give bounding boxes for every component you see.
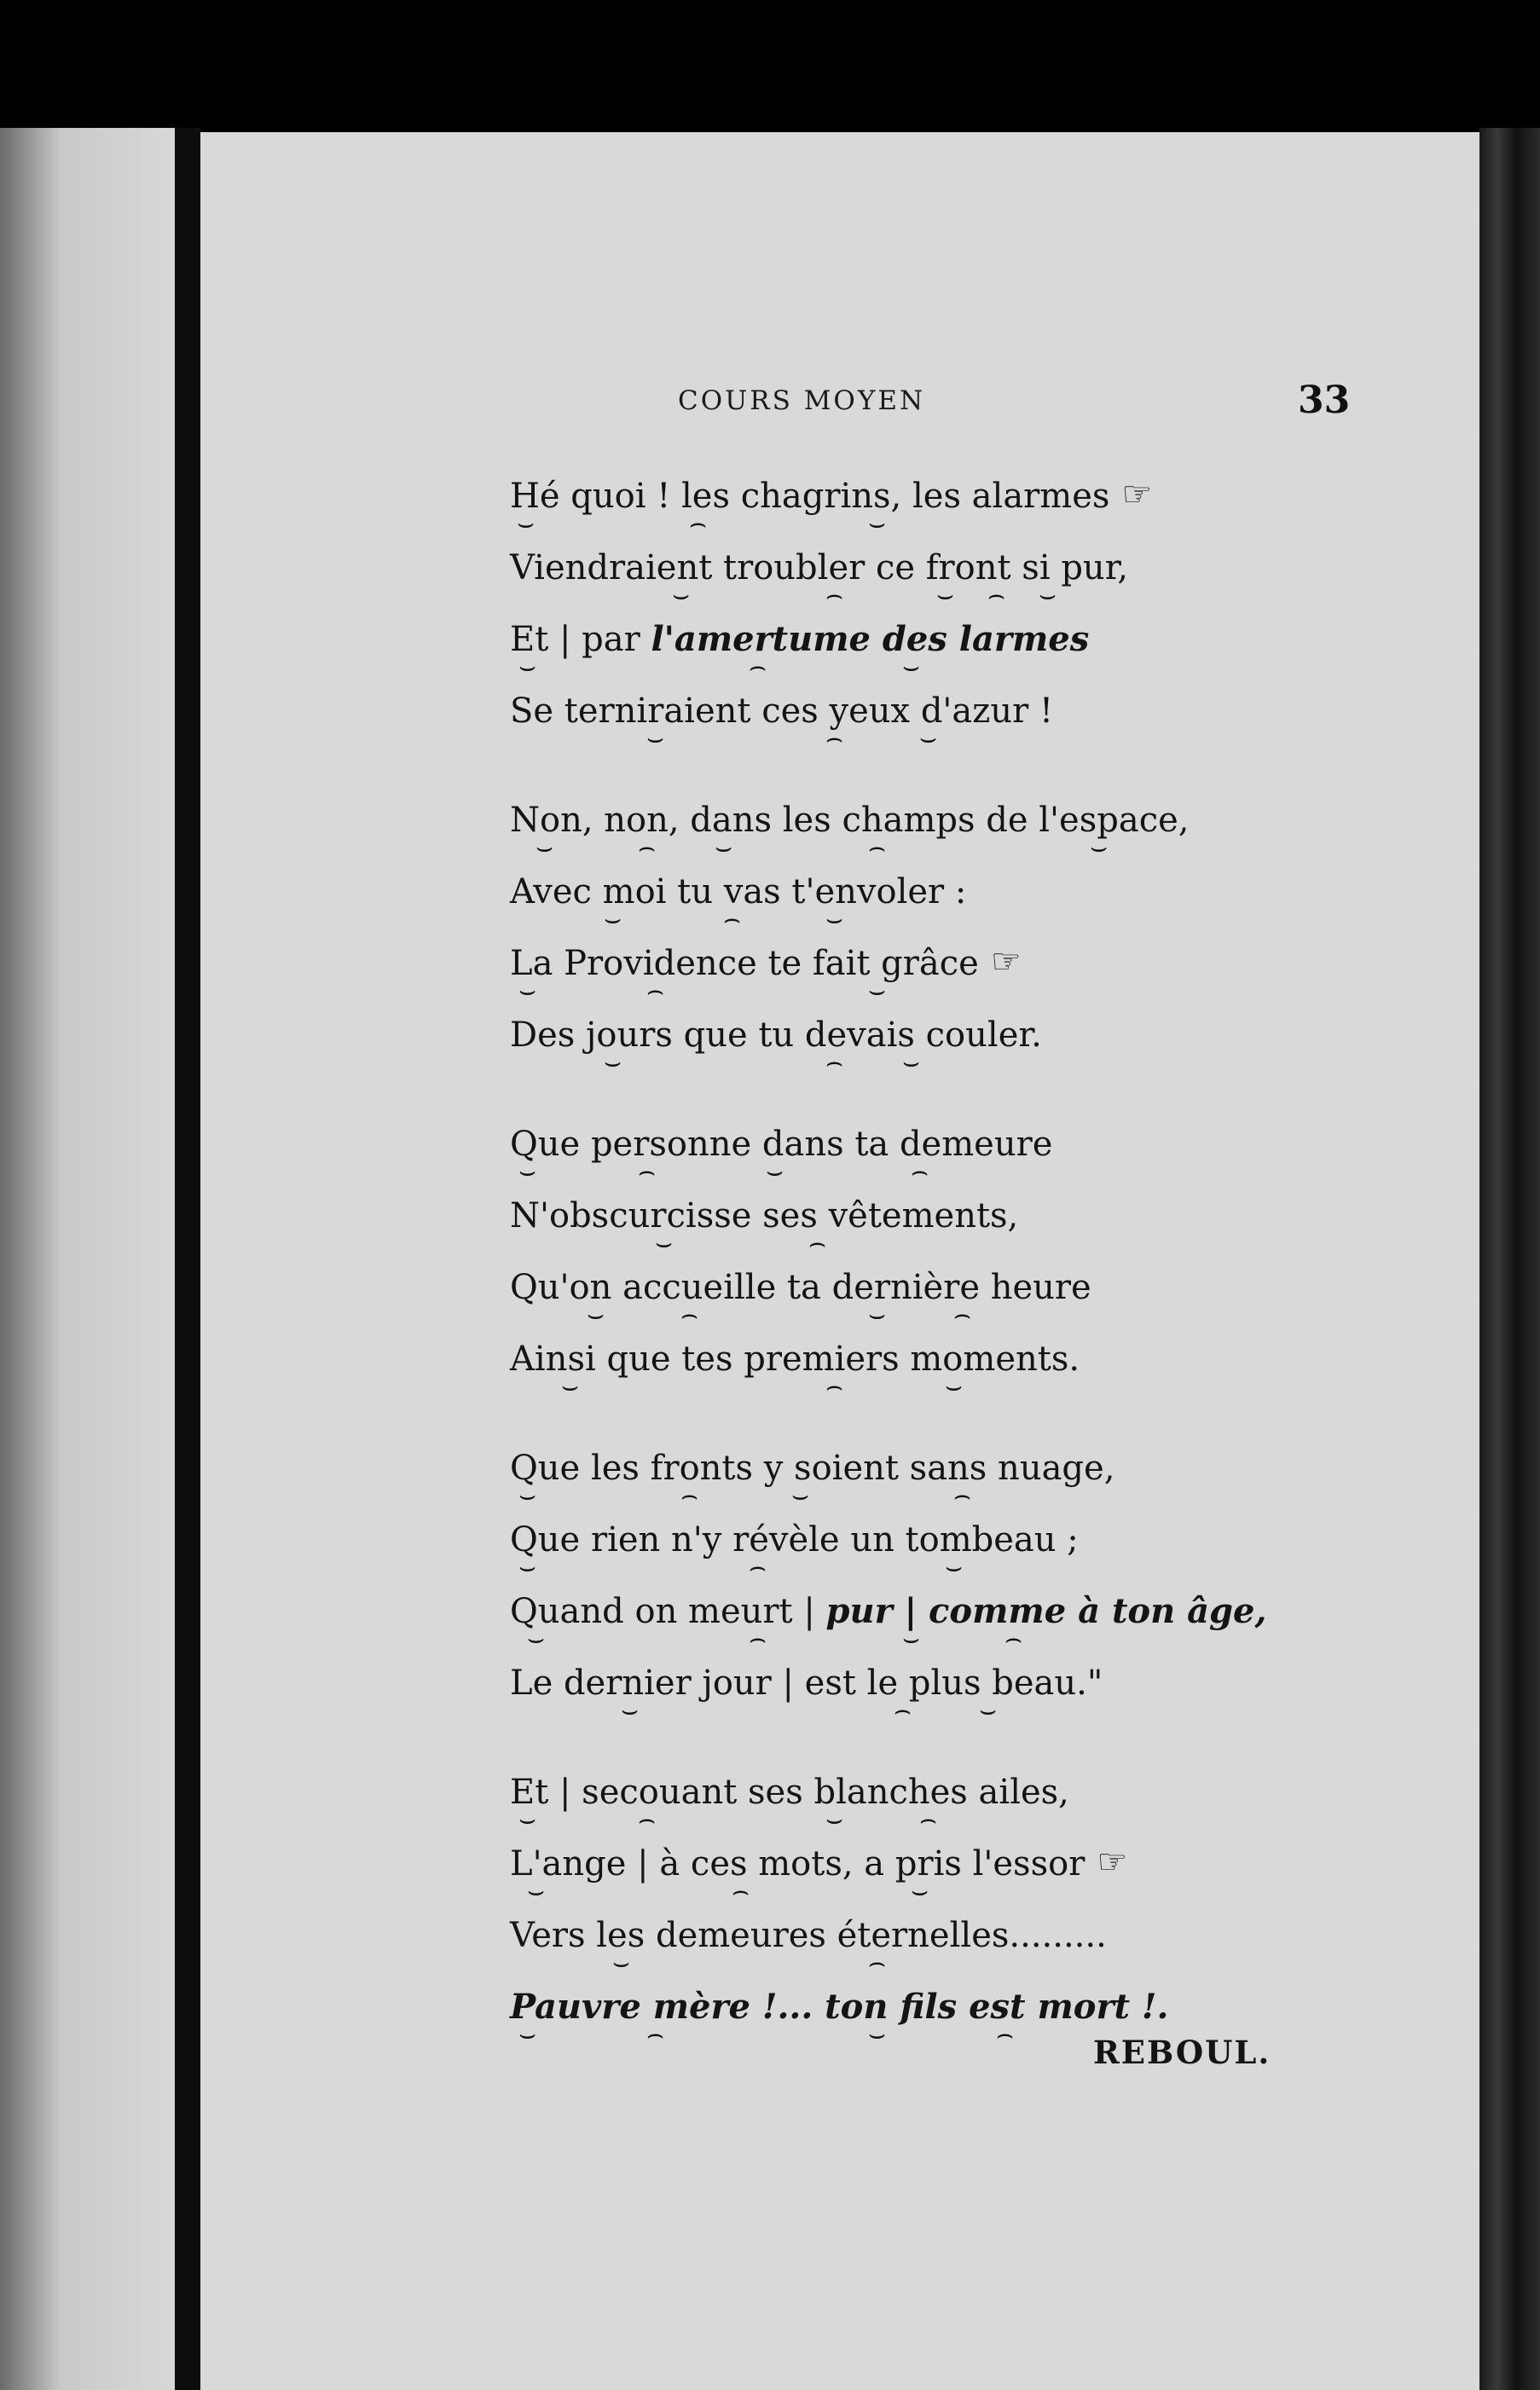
breve-mark-icon: ⌣ (868, 2017, 887, 2050)
poem-line (510, 928, 1380, 1006)
poem-line (510, 1252, 1380, 1330)
breve-mark-icon: ⌣ (672, 578, 691, 611)
breve-mark-icon: ⌢ (1004, 1622, 1023, 1654)
page-number: 33 (1298, 379, 1351, 422)
breve-mark-icon: ⌣ (518, 1154, 537, 1187)
breve-mark-icon: ⌢ (732, 1874, 750, 1907)
breve-mark-icon: ⌢ (638, 830, 657, 863)
breve-mark-icon: ⌣ (518, 650, 537, 682)
poem-line (510, 784, 1380, 863)
breve-mark-icon: ⌢ (689, 506, 708, 539)
breve-mark-icon: ⌢ (996, 2017, 1015, 2050)
breve-mark-icon: ⌢ (825, 721, 844, 754)
breve-mark-icon: ⌣ (1090, 830, 1109, 863)
pointing-hand-icon: ☞ (1121, 475, 1153, 514)
poem-line (510, 1108, 1380, 1187)
poem-line (510, 999, 1380, 1078)
poem (510, 460, 1380, 2050)
breve-mark-icon: ⌣ (868, 506, 887, 539)
line-text: Viendraient troubler ce front si pur, (510, 548, 1129, 587)
breve-mark-icon: ⌢ (749, 1622, 767, 1654)
prosody-marks (510, 1693, 1277, 1726)
breve-mark-icon: ⌢ (680, 1479, 699, 1511)
prosody-marks (510, 721, 1277, 754)
poem-line (510, 1432, 1380, 1511)
breve-mark-icon: ⌢ (987, 578, 1006, 611)
poem-line (510, 604, 1380, 682)
breve-mark-icon: ⌣ (518, 1479, 537, 1511)
poem-line (510, 1576, 1380, 1654)
breve-mark-icon: ⌣ (518, 1803, 537, 1835)
line-text: Et | par (510, 620, 651, 659)
breve-mark-icon: ⌢ (638, 1803, 657, 1835)
line-text: Avec moi tu vas t'envoler : (510, 872, 967, 911)
breve-mark-icon: ⌢ (646, 974, 665, 1006)
breve-mark-icon: ⌣ (825, 1803, 844, 1835)
breve-mark-icon: ⌢ (749, 650, 767, 682)
breve-mark-icon: ⌣ (766, 1154, 784, 1187)
breve-mark-icon: ⌢ (825, 1045, 844, 1078)
page-edge-shadow (1479, 128, 1540, 2390)
poem-line (510, 1504, 1380, 1583)
line-text: Non, non, dans les champs de l'espace, (510, 801, 1190, 840)
poem-line (510, 1323, 1380, 1402)
breve-mark-icon: ⌣ (604, 1045, 622, 1078)
breve-mark-icon: ⌣ (1039, 578, 1057, 611)
book-gutter (175, 128, 200, 2390)
poem-line (510, 1828, 1380, 1907)
line-text: Que les fronts y soient sans nuage, (510, 1449, 1115, 1488)
breve-mark-icon: ⌣ (945, 1550, 964, 1583)
breve-mark-icon: ⌢ (638, 1154, 657, 1187)
pointing-hand-icon: ☞ (990, 942, 1022, 981)
breve-mark-icon: ⌣ (902, 1045, 921, 1078)
breve-mark-icon: ⌣ (868, 974, 887, 1006)
breve-mark-icon: ⌢ (825, 578, 844, 611)
breve-mark-icon: ⌣ (621, 1693, 640, 1726)
breve-mark-icon: ⌢ (749, 1550, 767, 1583)
line-text: N'obscurcisse ses vêtements, (510, 1196, 1019, 1236)
poem-line (510, 675, 1380, 754)
breve-mark-icon: ⌣ (536, 830, 554, 863)
poem-line (510, 1756, 1380, 1835)
poem-author: REBOUL. (1093, 2034, 1271, 2071)
poem-line (510, 856, 1380, 935)
prosody-marks (510, 1369, 1277, 1402)
breve-mark-icon: ⌢ (868, 830, 887, 863)
breve-mark-icon: ⌣ (527, 1622, 546, 1654)
prosody-marks (510, 1045, 1277, 1078)
line-text: Hé quoi ! les chagrins, les alarmes (510, 477, 1110, 516)
breve-mark-icon: ⌢ (911, 1154, 929, 1187)
breve-mark-icon: ⌣ (527, 1874, 546, 1907)
breve-mark-icon: ⌣ (604, 902, 622, 935)
poem-line (510, 1971, 1380, 2050)
breve-mark-icon: ⌣ (911, 1874, 929, 1907)
breve-mark-icon: ⌣ (919, 721, 938, 754)
breve-mark-icon: ⌢ (953, 1298, 972, 1330)
breve-mark-icon: ⌣ (517, 506, 536, 539)
breve-mark-icon: ⌢ (646, 2017, 665, 2050)
line-text: Et | secouant ses blanches ailes, (510, 1773, 1069, 1812)
breve-mark-icon: ⌣ (561, 1369, 580, 1402)
pointing-hand-icon: ☞ (1097, 1843, 1128, 1882)
line-italic-text: Pauvre mère !... ton fils est mort !. (510, 1987, 1169, 2027)
breve-mark-icon: ⌣ (612, 1946, 631, 1978)
breve-mark-icon: ⌢ (723, 902, 742, 935)
line-italic-text: l'amertume des larmes (651, 619, 1090, 659)
breve-mark-icon: ⌣ (518, 2017, 537, 2050)
line-text: Se terniraient ces yeux d'azur ! (510, 692, 1054, 731)
breve-mark-icon: ⌣ (655, 1226, 674, 1259)
breve-mark-icon: ⌣ (518, 1550, 537, 1583)
breve-mark-icon: ⌢ (868, 1946, 887, 1978)
breve-mark-icon: ⌣ (791, 1479, 810, 1511)
breve-mark-icon: ⌢ (825, 1369, 844, 1402)
breve-mark-icon: ⌣ (979, 1693, 998, 1726)
line-text: Quand on meurt | (510, 1592, 826, 1631)
breve-mark-icon: ⌢ (919, 1803, 938, 1835)
breve-mark-icon: ⌢ (953, 1479, 972, 1511)
poem-line (510, 460, 1380, 539)
poem-line (510, 1900, 1380, 1978)
line-text: Le dernier jour | est le plus beau." (510, 1664, 1103, 1703)
line-text: La Providence te fait grâce (510, 944, 979, 983)
breve-mark-icon: ⌢ (680, 1298, 699, 1330)
breve-mark-icon: ⌣ (936, 578, 955, 611)
breve-mark-icon: ⌣ (868, 1298, 887, 1330)
facing-page-edge (0, 128, 175, 2390)
breve-mark-icon: ⌣ (646, 721, 665, 754)
line-text: L'ange | à ces mots, a pris l'essor (510, 1844, 1086, 1884)
line-text: Que rien n'y révèle un tombeau ; (510, 1520, 1079, 1560)
running-head: COURS MOYEN (678, 385, 926, 416)
poem-line (510, 1180, 1380, 1259)
line-italic-text: pur | comme à ton âge, (825, 1591, 1267, 1631)
line-text: Ainsi que tes premiers moments. (510, 1340, 1080, 1379)
breve-mark-icon: ⌢ (808, 1226, 827, 1259)
breve-mark-icon: ⌣ (902, 650, 921, 682)
line-text: Qu'on accueille ta dernière heure (510, 1268, 1091, 1307)
breve-mark-icon: ⌣ (902, 1622, 921, 1654)
line-text: Que personne dans ta demeure (510, 1125, 1053, 1164)
line-text: Vers les demeures éternelles......... (510, 1916, 1107, 1955)
breve-mark-icon: ⌣ (825, 902, 844, 935)
breve-mark-icon: ⌢ (894, 1693, 912, 1726)
poem-line (510, 532, 1380, 611)
breve-mark-icon: ⌣ (587, 1298, 605, 1330)
poem-line (510, 1647, 1380, 1726)
breve-mark-icon: ⌣ (518, 974, 537, 1006)
line-text: Des jours que tu devais couler. (510, 1016, 1042, 1055)
breve-mark-icon: ⌣ (715, 830, 733, 863)
breve-mark-icon: ⌣ (945, 1369, 964, 1402)
